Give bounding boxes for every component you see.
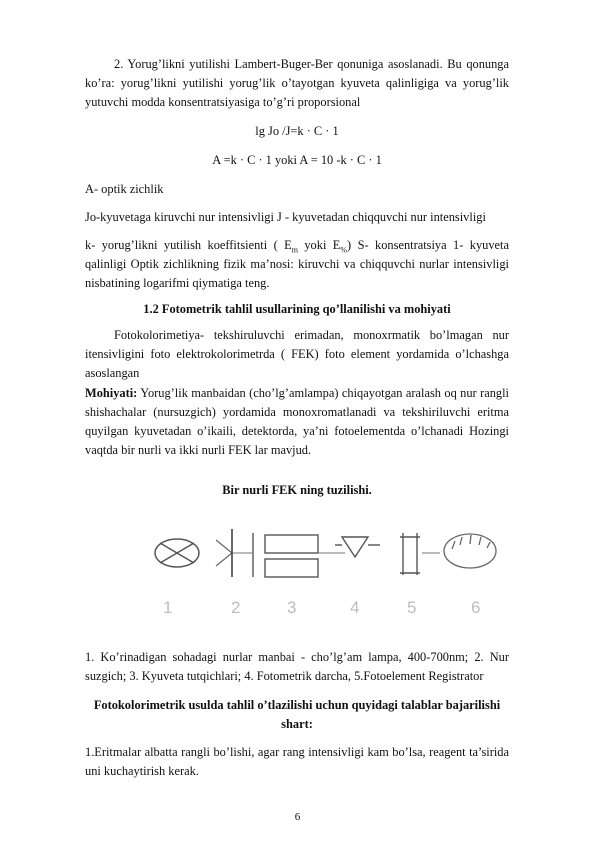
registrator-gauge-icon — [444, 534, 496, 568]
fek-diagram — [140, 515, 500, 595]
diagram-label-2: 2 — [231, 598, 241, 617]
essence-text: Yorug’lik manbaidan (cho’lg’amlampa) chiqayotgan aralash oq nur rangli shishachalar (nursuzgich) yordamida monoxromatlanadi va tekshiriluvchi eritma quyilgan kyuvetadan o’ikaili, detektorda, ya’ni fotoelementda o’lchanadi Hozingi vaqtda bir nurli va ikki nurli FEK lar mavjud. — [85, 386, 509, 457]
diagram-caption: 1. Ko’rinadigan sohadagi nurlar manbai - cho’lg’am lampa, 400-700nm; 2. Nur suzgich; 3. Kyuveta tutqichlari; 4. Fotometrik darcha, 5.Fotoelement Registrator — [85, 650, 509, 683]
paragraph-photocolorimetry: Fotokolorimetiya- tekshiruluvchi erimadan, monoxrmatik bo’lmagan nur itensivligini foto elektrokolorimetrda ( FEK) foto element yordamida o’lchashga asoslangan — [85, 328, 509, 380]
section-heading-requirements: Fotokolorimetrik usulda tahlil o’tlazilishi uchun quyidagi talablar bajarilishi shart: — [93, 698, 501, 731]
paragraph-essence — [85, 384, 509, 460]
coefficient-text-c: ) S- konsentratsiya 1- kyuveta qalinligi Optik zichlikning fizik ma’nosi: kiruvchi va chiqquvchi nurlar intensivligi nisbatining logarifmi qiymatiga teng. — [85, 238, 509, 290]
photometric-window-icon — [335, 537, 380, 557]
section-heading-photometric: 1.2 Fotometrik tahlil usullarining qo’llanilishi va mohiyati — [143, 302, 451, 316]
page-number: 6 — [294, 811, 301, 823]
diagram-heading: Bir nurli FEK ning tuzilishi. — [222, 483, 372, 497]
definition-intensity: Jo-kyuvetaga kiruvchi nur intensivligi J - kyuvetadan chiqquvchi nur intensivligi — [85, 210, 486, 224]
coefficient-subscript-percent: % — [340, 245, 348, 255]
formula-log-ratio: lg Jo /J=k · C · 1 — [255, 124, 339, 138]
essence-label: Mohiyati: — [85, 386, 138, 400]
photoelement-icon — [400, 533, 420, 575]
coefficient-text-b: yoki E — [297, 238, 341, 252]
coefficient-subscript-m: m — [291, 245, 298, 255]
cuvette-holder-icon — [253, 533, 318, 577]
coefficient-text-a: k- yorug’likni yutilish koeffitsienti ( E — [85, 238, 292, 252]
diagram-label-1: 1 — [163, 598, 173, 617]
lamp-icon — [155, 539, 199, 567]
diagram-label-3: 3 — [287, 598, 297, 617]
diagram-label-4: 4 — [350, 598, 360, 617]
diagram-label-5: 5 — [407, 598, 417, 617]
paragraph-requirement-1: 1.Eritmalar albatta rangli bo’lishi, agar rang intensivligi kam bo’lsa, reagent ta’sirida uni kuchaytirish kerak. — [85, 745, 509, 778]
paragraph-lambert-law: 2. Yorug’likni yutilishi Lambert-Buger-Ber qonuniga asoslanadi. Bu qonunga ko’ra: yorug’likni yutilishi yorug’lik o’tayotgan kyuveta qalinligiga va yorug’lik yutuvchi modda konsentratsiyasiga to’g’ri proporsional — [85, 57, 509, 109]
diagram-label-6: 6 — [471, 598, 481, 617]
definition-optical-density: A- optik zichlik — [85, 182, 164, 196]
paragraph-coefficients — [85, 236, 509, 293]
formula-optical-density: A =k · C · 1 yoki A = 10 -k · C · 1 — [212, 153, 382, 167]
